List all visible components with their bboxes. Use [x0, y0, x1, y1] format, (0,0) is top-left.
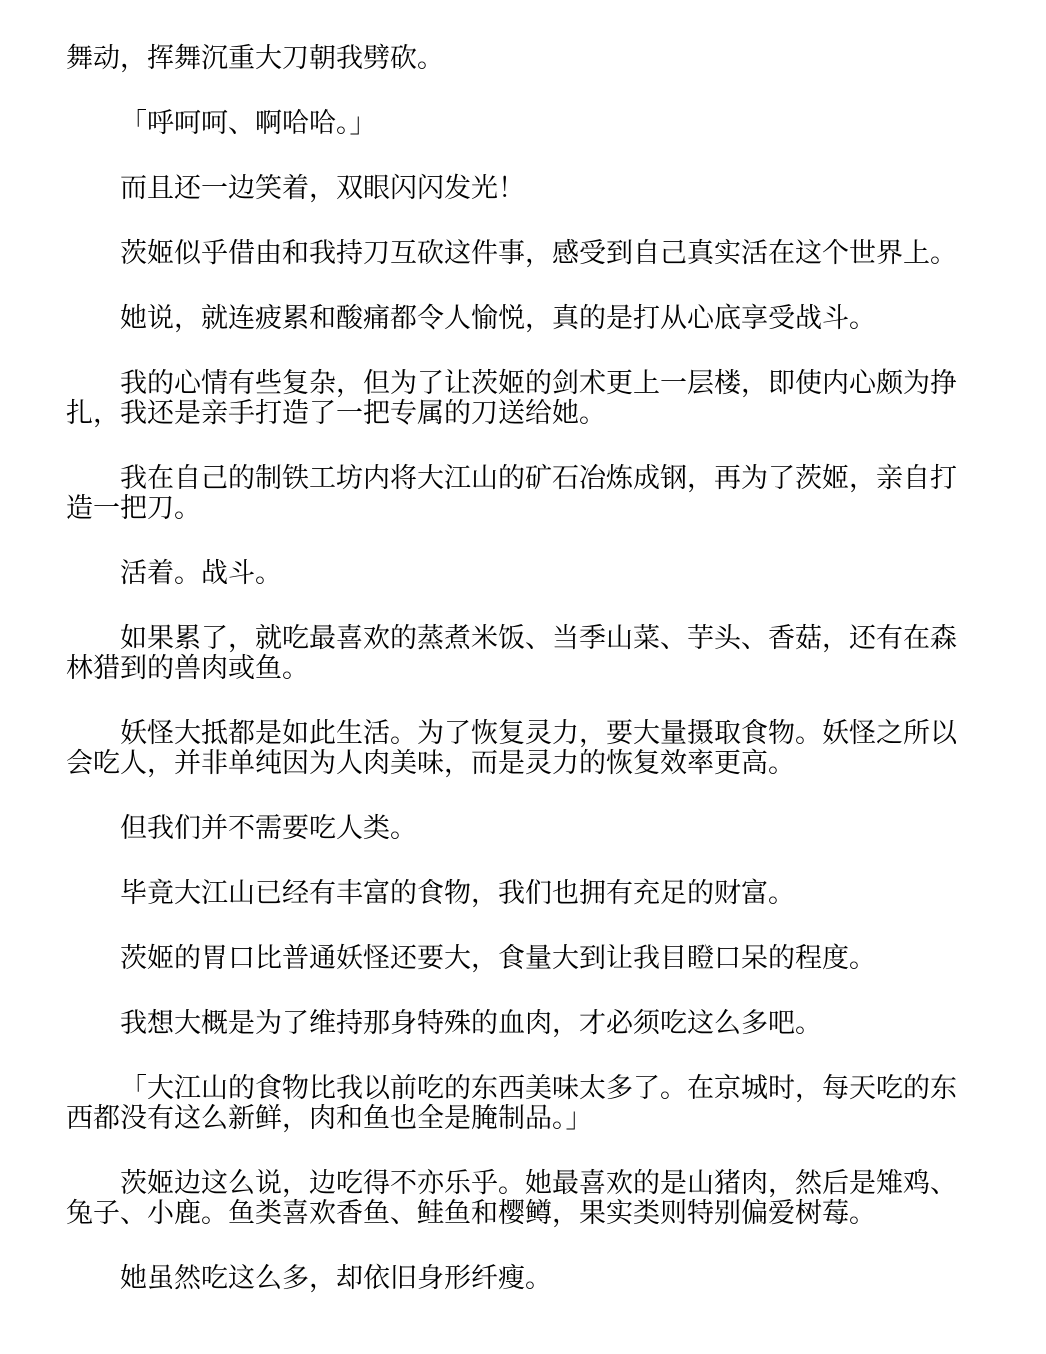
- paragraph-16: 茨姬边这么说，边吃得不亦乐乎。她最喜欢的是山猪肉，然后是雉鸡、兔子、小鹿。鱼类喜欢香鱼、鲑鱼和樱鳟，果实类则特别偏爱树莓。: [66, 1168, 957, 1229]
- paragraph-4: 茨姬似乎借由和我持刀互砍这件事，感受到自己真实活在这个世界上。: [120, 238, 957, 269]
- paragraph-6: 我的心情有些复杂，但为了让茨姬的剑术更上一层楼，即使内心颇为挣扎，我还是亲手打造了一把专属的刀送给她。: [66, 368, 957, 429]
- paragraph-7: 我在自己的制铁工坊内将大江山的矿石冶炼成钢，再为了茨姬，亲自打造一把刀。: [66, 463, 957, 524]
- paragraph-17: 她虽然吃这么多，却依旧身形纤瘦。: [120, 1263, 552, 1294]
- paragraph-11: 但我们并不需要吃人类。: [120, 813, 417, 844]
- paragraph-10: 妖怪大抵都是如此生活。为了恢复灵力，要大量摄取食物。妖怪之所以会吃人，并非单纯因为人肉美味，而是灵力的恢复效率更高。: [66, 718, 957, 779]
- paragraph-12: 毕竟大江山已经有丰富的食物，我们也拥有充足的财富。: [120, 878, 795, 909]
- paragraph-15: 「大江山的食物比我以前吃的东西美味太多了。在京城时，每天吃的东西都没有这么新鲜，肉和鱼也全是腌制品。」: [66, 1073, 957, 1134]
- paragraph-5: 她说，就连疲累和酸痛都令人愉悦，真的是打从心底享受战斗。: [120, 303, 876, 334]
- paragraph-13: 茨姬的胃口比普通妖怪还要大，食量大到让我目瞪口呆的程度。: [120, 943, 876, 974]
- paragraph-14: 我想大概是为了维持那身特殊的血肉，才必须吃这么多吧。: [120, 1008, 822, 1039]
- paragraph-3: 而且还一边笑着，双眼闪闪发光！: [120, 173, 525, 204]
- document-page: [66, 44, 976, 1329]
- paragraph-8: 活着。战斗。: [120, 558, 282, 589]
- paragraph-1: 舞动，挥舞沉重大刀朝我劈砍。: [66, 43, 444, 74]
- paragraph-2: 「呼呵呵、啊哈哈。」: [120, 108, 377, 139]
- paragraph-9: 如果累了，就吃最喜欢的蒸煮米饭、当季山菜、芋头、香菇，还有在森林猎到的兽肉或鱼。: [66, 623, 957, 684]
